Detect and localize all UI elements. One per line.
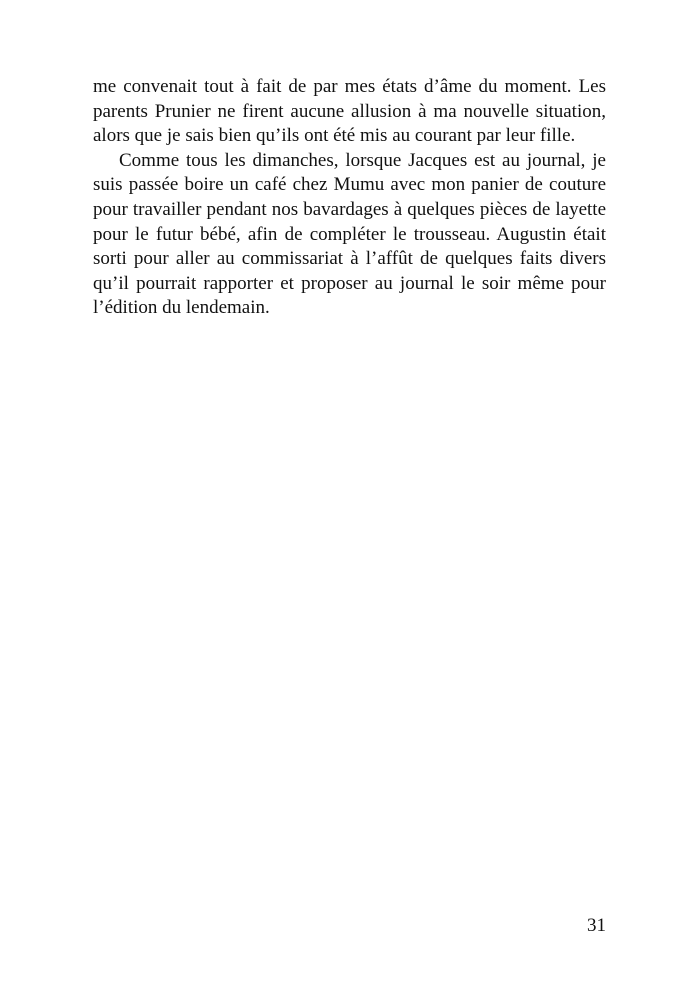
page-number: 31: [587, 915, 606, 936]
paragraph-2: Comme tous les dimanches, lorsque Jacques est au journal, je suis passée boire un café chez Mumu avec mon panier de couture pour travailler pendant nos bavardages à quelques pièces de layette pour le futur bébé, afin de compléter le trousseau. Augustin était sorti pour aller au commissariat à l’affût de quelques faits divers qu’il pourrait rapporter et proposer au journal le soir même pour l’édition du lendemain.: [93, 149, 606, 319]
paragraph-1: me convenait tout à fait de par mes états d’âme du moment. Les parents Prunier ne firent aucune allusion à ma nouvelle situation, alors que je sais bien qu’ils ont été mis au courant par leur fille.: [93, 76, 606, 147]
body-text: [93, 75, 606, 321]
